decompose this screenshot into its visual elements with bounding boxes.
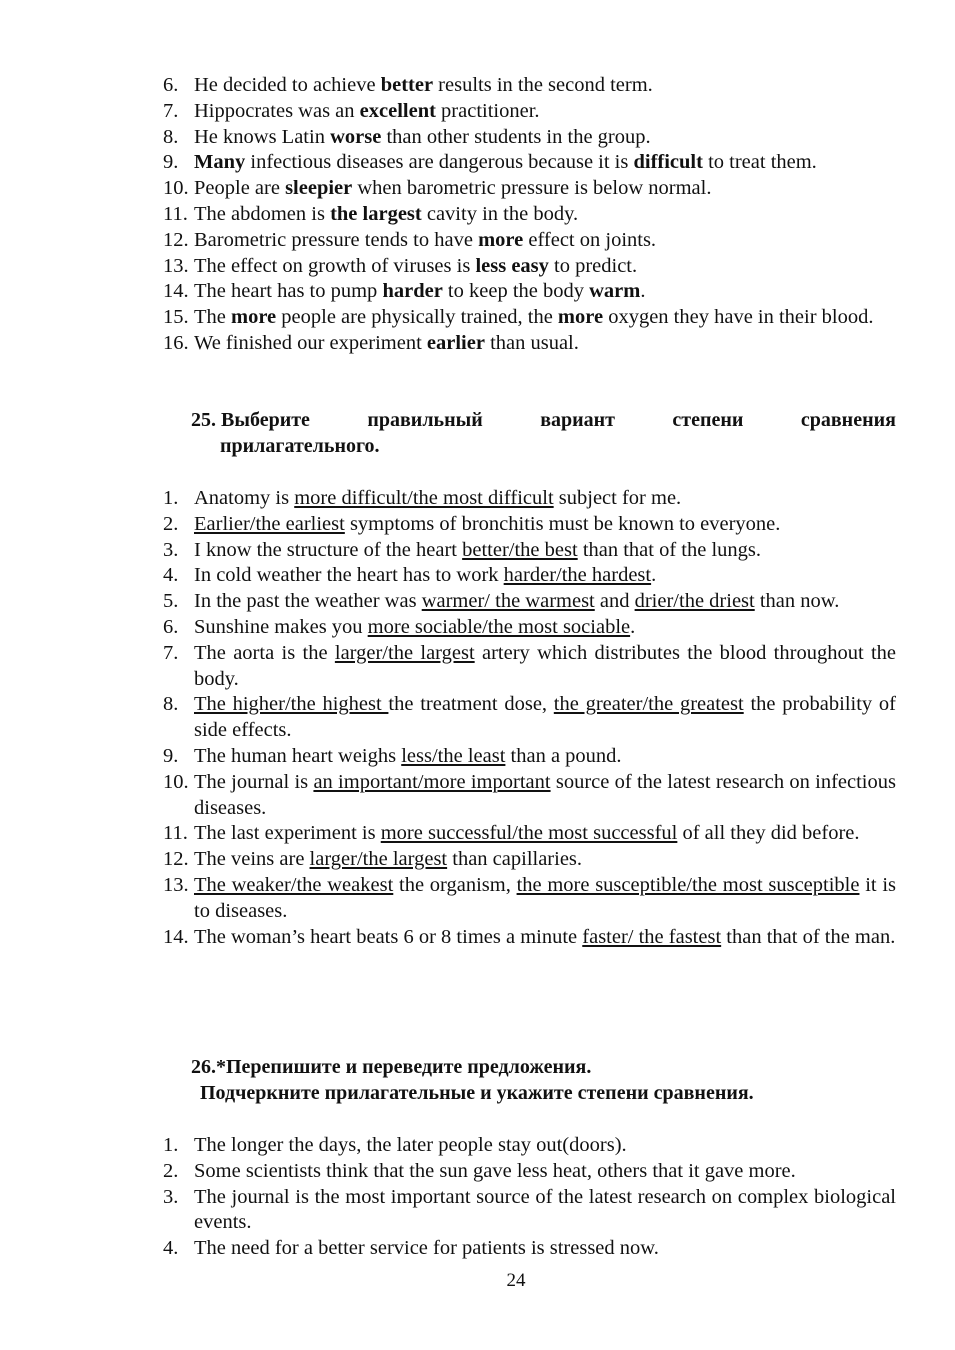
item-text xyxy=(194,254,896,280)
list-item xyxy=(163,254,896,280)
item-number: 3. xyxy=(163,1185,179,1208)
text-fragment: effect on joints. xyxy=(523,228,657,251)
underlined-choice: warmer/ the warmest xyxy=(421,590,595,613)
text-fragment: He decided to achieve xyxy=(194,74,381,96)
list-item xyxy=(163,305,896,331)
underlined-choice: The weaker/the weakest xyxy=(194,873,394,896)
list-item xyxy=(163,692,896,744)
sentence-list-c xyxy=(163,1133,896,1262)
text-fragment: Barometric pressure tends to have xyxy=(194,228,479,251)
list-item xyxy=(163,1185,896,1237)
text-fragment: The woman’s heart beats 6 or 8 times a minute xyxy=(194,925,583,948)
text-fragment: . xyxy=(630,615,636,638)
text-fragment: people are physically trained, the xyxy=(276,306,558,329)
text-fragment: People are xyxy=(194,177,286,200)
text-fragment: when barometric pressure is below normal. xyxy=(352,177,712,200)
underlined-choice: more difficult/the most difficult xyxy=(294,487,554,509)
text-fragment: practitioner. xyxy=(435,99,540,122)
item-text xyxy=(194,563,896,589)
exercise-26-list xyxy=(163,1133,896,1262)
item-number: 1. xyxy=(163,1134,179,1156)
item-number: 8. xyxy=(163,693,179,716)
text-fragment: In cold weather the heart has to work xyxy=(194,564,504,587)
bold-word: more xyxy=(557,306,604,329)
exercise-24-continued xyxy=(163,73,896,357)
heading-word: 25. Выберите xyxy=(191,409,310,431)
item-text xyxy=(194,279,896,305)
text-fragment: The journal is xyxy=(194,770,314,793)
exercise-26-heading xyxy=(191,1055,896,1107)
text-fragment: symptoms of bronchitis must be known to everyone. xyxy=(344,512,781,535)
item-text xyxy=(194,847,896,873)
item-number: 11. xyxy=(163,822,188,845)
text-fragment: of all they did before. xyxy=(677,822,860,845)
list-item xyxy=(163,202,896,228)
item-number: 16. xyxy=(163,331,189,354)
exercise-25-title-line xyxy=(191,408,896,434)
text-fragment: than that of the lungs. xyxy=(577,538,762,561)
item-text xyxy=(194,589,896,615)
list-item xyxy=(163,73,896,99)
list-item xyxy=(163,125,896,151)
item-number: 2. xyxy=(163,1159,179,1182)
bold-word: the largest xyxy=(330,202,422,225)
item-text xyxy=(194,538,896,564)
list-item xyxy=(163,1236,896,1262)
item-text xyxy=(194,821,896,847)
text-fragment: subject for me. xyxy=(553,487,682,509)
item-number: 7. xyxy=(163,99,179,122)
list-item xyxy=(163,615,896,641)
item-number: 3. xyxy=(163,538,179,561)
text-fragment: than that of the man. xyxy=(721,925,896,948)
item-number: 10. xyxy=(163,177,189,200)
text-fragment: He knows Latin xyxy=(194,125,331,148)
list-item xyxy=(163,563,896,589)
bold-word: worse xyxy=(330,125,382,148)
bold-word: warm xyxy=(589,280,641,303)
text-fragment: Sunshine makes you xyxy=(194,615,368,638)
bold-word: Many xyxy=(194,151,246,174)
item-number: 4. xyxy=(163,1237,179,1260)
text-fragment: to treat them. xyxy=(702,151,817,174)
item-text xyxy=(194,125,896,151)
text-fragment: and xyxy=(594,590,635,613)
item-text xyxy=(194,486,896,512)
text-fragment: We finished our experiment xyxy=(194,331,427,354)
text-fragment: The veins are xyxy=(194,848,310,871)
item-number: 14. xyxy=(163,280,189,303)
item-number: 6. xyxy=(163,615,179,638)
item-number: 12. xyxy=(163,228,189,251)
text-fragment: infectious diseases are dangerous because it is xyxy=(245,151,634,174)
list-item xyxy=(163,1133,896,1159)
item-number: 9. xyxy=(163,744,179,767)
list-item xyxy=(163,589,896,615)
list-item xyxy=(163,847,896,873)
list-item xyxy=(163,538,896,564)
text-fragment: The longer the days, the later people stay out(doors). xyxy=(194,1134,627,1156)
item-text xyxy=(194,1236,896,1262)
text-fragment: results in the second term. xyxy=(433,74,653,96)
underlined-choice: harder/the hardest xyxy=(503,564,652,587)
bold-word: difficult xyxy=(633,151,703,174)
list-item xyxy=(163,99,896,125)
text-fragment: Anatomy is xyxy=(194,487,295,509)
underlined-choice: Earlier/the earliest xyxy=(194,512,345,535)
item-number: 8. xyxy=(163,125,179,148)
list-item xyxy=(163,925,896,951)
exercise-26-instruction: Подчеркните прилагательные и укажите степени сравнения. xyxy=(200,1081,754,1104)
underlined-choice: the greater/the greatest xyxy=(553,693,744,716)
item-number: 12. xyxy=(163,848,189,871)
item-text xyxy=(194,176,896,202)
heading-word: вариант xyxy=(540,409,615,431)
underlined-choice: larger/the largest xyxy=(334,641,475,664)
list-item xyxy=(163,228,896,254)
item-text xyxy=(194,73,896,99)
text-fragment: The abdomen is xyxy=(194,202,331,225)
underlined-choice: the more susceptible/the most susceptible xyxy=(516,873,860,896)
item-text xyxy=(194,925,896,951)
list-item xyxy=(163,486,896,512)
text-fragment: In the past the weather was xyxy=(194,590,422,613)
bold-word: harder xyxy=(382,280,443,303)
underlined-choice: The higher/the highest xyxy=(194,693,389,716)
item-number: 14. xyxy=(163,925,189,948)
underlined-choice: faster/ the fastest xyxy=(582,925,722,948)
text-fragment: the organism, xyxy=(393,873,517,896)
exercise-25-title-continuation: прилагательного. xyxy=(220,434,380,457)
item-text xyxy=(194,1159,896,1185)
bold-word: less easy xyxy=(475,254,549,277)
list-item xyxy=(163,331,896,357)
text-fragment: The aorta is the xyxy=(194,641,335,664)
underlined-choice: more successful/the most successful xyxy=(380,822,678,845)
text-fragment: The human heart weighs xyxy=(194,744,402,767)
item-number: 9. xyxy=(163,151,179,174)
heading-word: сравнения xyxy=(800,409,896,431)
text-fragment: than a pound. xyxy=(505,744,622,767)
underlined-choice: larger/the largest xyxy=(309,848,448,871)
item-number: 1. xyxy=(163,487,179,509)
item-text xyxy=(194,641,896,693)
item-text xyxy=(194,202,896,228)
item-text xyxy=(194,1133,896,1159)
list-item xyxy=(163,1159,896,1185)
list-item xyxy=(163,641,896,693)
text-fragment: source of the latest research on infectious diseases. xyxy=(194,770,896,819)
text-fragment: The last experiment is xyxy=(194,822,381,845)
underlined-choice: an important/more important xyxy=(313,770,551,793)
text-fragment: artery which distributes the blood throughout the body. xyxy=(194,641,897,690)
text-fragment: . xyxy=(640,280,646,303)
text-fragment: it is to diseases. xyxy=(194,873,896,922)
heading-word: правильный xyxy=(367,409,483,431)
text-fragment: to keep the body xyxy=(442,280,590,303)
text-fragment: The journal is the most important source of the latest research on complex biological events. xyxy=(194,1185,896,1234)
text-fragment: the treatment dose, xyxy=(388,693,554,716)
item-number: 6. xyxy=(163,74,179,96)
text-fragment: The effect on growth of viruses is xyxy=(194,254,476,277)
item-number: 7. xyxy=(163,641,179,664)
list-item xyxy=(163,176,896,202)
list-item xyxy=(163,770,896,822)
text-fragment: than now. xyxy=(754,590,840,613)
list-item xyxy=(163,512,896,538)
item-text xyxy=(194,873,896,925)
text-fragment: Hippocrates was an xyxy=(194,99,360,122)
item-number: 2. xyxy=(163,512,179,535)
item-text xyxy=(194,615,896,641)
list-item xyxy=(163,279,896,305)
bold-word: more xyxy=(478,228,524,251)
item-text xyxy=(194,99,896,125)
item-text xyxy=(194,331,896,357)
item-text xyxy=(194,744,896,770)
bold-word: sleepier xyxy=(285,177,353,200)
exercise-25-heading xyxy=(191,408,896,460)
underlined-choice: less/the least xyxy=(401,744,506,767)
text-fragment: Some scientists think that the sun gave less heat, others that it gave more. xyxy=(194,1159,796,1182)
text-fragment: cavity in the body. xyxy=(421,202,579,225)
heading-word: степени xyxy=(672,409,744,431)
bold-word: excellent xyxy=(359,99,436,122)
bold-word: earlier xyxy=(426,331,485,354)
text-fragment: . xyxy=(651,564,657,587)
item-number: 11. xyxy=(163,202,188,225)
item-text xyxy=(194,770,896,822)
item-text xyxy=(194,150,896,176)
bold-word: more xyxy=(231,306,277,329)
list-item xyxy=(163,150,896,176)
text-fragment: I know the structure of the heart xyxy=(194,538,463,561)
exercise-25-list xyxy=(163,486,896,950)
item-number: 5. xyxy=(163,590,179,613)
text-fragment: the probability of side effects. xyxy=(194,693,896,742)
item-number: 15. xyxy=(163,306,189,329)
underlined-choice: more sociable/the most sociable xyxy=(367,615,631,638)
underlined-choice: better/the best xyxy=(462,538,578,561)
page-number: 24 xyxy=(506,1270,526,1291)
item-number: 13. xyxy=(163,254,189,277)
item-number: 10. xyxy=(163,770,189,793)
list-item xyxy=(163,873,896,925)
text-fragment: The heart has to pump xyxy=(194,280,383,303)
text-fragment: to predict. xyxy=(548,254,638,277)
item-text xyxy=(194,692,896,744)
item-text xyxy=(194,305,896,331)
exercise-26-title: 26.*Перепишите и переведите предложения. xyxy=(191,1056,592,1078)
text-fragment: The need for a better service for patients is stressed now. xyxy=(194,1237,659,1260)
text-fragment: oxygen they have in their blood. xyxy=(603,306,874,329)
item-text xyxy=(194,512,896,538)
item-number: 13. xyxy=(163,873,189,896)
underlined-choice: drier/the driest xyxy=(634,590,755,613)
list-item xyxy=(163,744,896,770)
item-number: 4. xyxy=(163,564,179,587)
text-fragment: than capillaries. xyxy=(447,848,583,871)
bold-word: better xyxy=(380,74,434,96)
list-item xyxy=(163,821,896,847)
item-text xyxy=(194,228,896,254)
text-fragment: than other students in the group. xyxy=(381,125,651,148)
sentence-list-b xyxy=(163,486,896,950)
sentence-list-a xyxy=(163,73,896,357)
text-fragment: The xyxy=(194,306,231,329)
text-fragment: than usual. xyxy=(484,331,579,354)
item-text xyxy=(194,1185,896,1237)
